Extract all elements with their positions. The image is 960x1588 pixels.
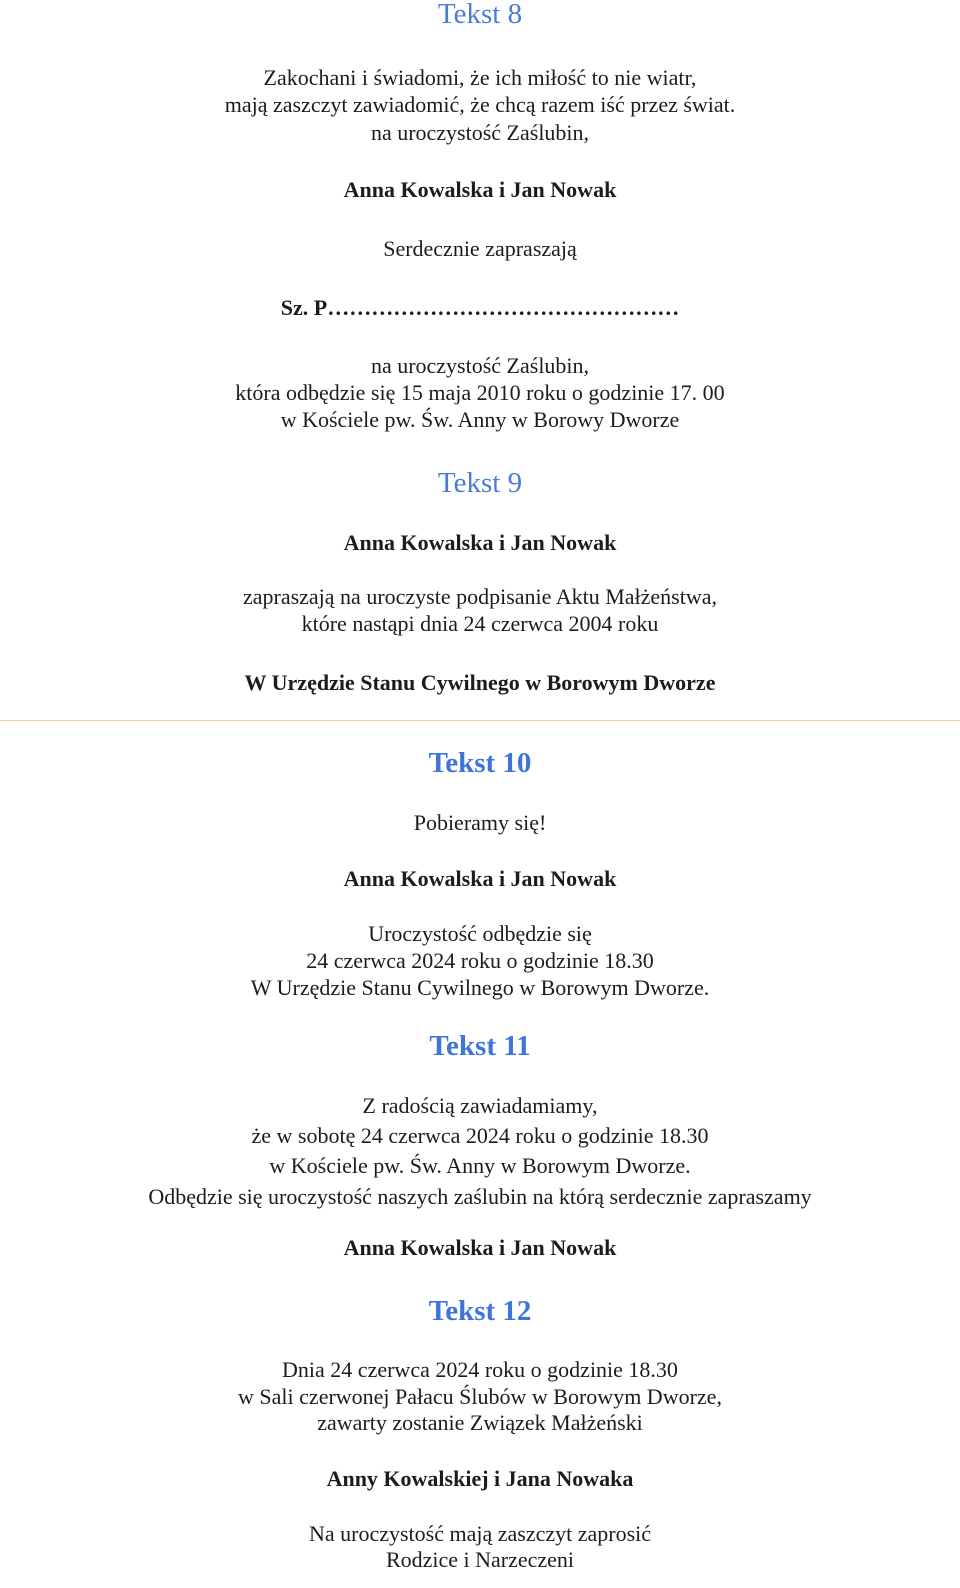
t10-line-2: Uroczystość odbędzie się	[368, 921, 592, 946]
t11-line-4: Odbędzie się uroczystość naszych zaślubin na którą serdecznie zapraszamy	[148, 1184, 812, 1209]
t10-line-1: Pobieramy się!	[413, 810, 547, 835]
t8-couple-names: Anna Kowalska i Jan Nowak	[343, 177, 617, 202]
section-divider	[0, 720, 960, 721]
t9-couple-names: Anna Kowalska i Jan Nowak	[343, 530, 617, 555]
t12-line-3: zawarty zostanie Związek Małżeński	[317, 1410, 643, 1435]
t10-line-3: 24 czerwca 2024 roku o godzinie 18.30	[306, 948, 654, 973]
t11-line-1: Z radością zawiadamiamy,	[362, 1093, 598, 1118]
t10-couple-names: Anna Kowalska i Jan Nowak	[343, 866, 617, 891]
t12-line-4: Na uroczystość mają zaszczyt zaprosić	[308, 1521, 652, 1546]
t8-line-3: na uroczystość Zaślubin,	[370, 120, 590, 145]
t8-line-6: w Kościele pw. Św. Anny w Borowy Dworze	[280, 407, 680, 432]
heading-tekst-9: Tekst 9	[437, 467, 523, 499]
t8-line-2: mają zaszczyt zawiadomić, że chcą razem iść przez świat.	[224, 92, 736, 117]
heading-tekst-10: Tekst 10	[428, 747, 532, 779]
t8-line-5: która odbędzie się 15 maja 2010 roku o godzinie 17. 00	[235, 380, 725, 405]
t12-line-2: w Sali czerwonej Pałacu Ślubów w Borowym Dworze,	[238, 1384, 722, 1409]
heading-tekst-8: Tekst 8	[437, 0, 523, 30]
t12-line-5: Rodzice i Narzeczeni	[385, 1547, 575, 1572]
t11-line-3: w Kościele pw. Św. Anny w Borowym Dworze.	[269, 1153, 691, 1178]
t8-invite: Serdecznie zapraszają	[383, 236, 577, 261]
heading-tekst-12: Tekst 12	[428, 1295, 532, 1327]
t8-guest-placeholder: Sz. P…………………………………………	[280, 295, 680, 320]
t10-line-4: W Urzędzie Stanu Cywilnego w Borowym Dworze.	[250, 975, 710, 1000]
t9-line-1: zapraszają na uroczyste podpisanie Aktu Małżeństwa,	[242, 584, 718, 609]
t12-line-1: Dnia 24 czerwca 2024 roku o godzinie 18.30	[282, 1357, 678, 1382]
t11-line-2: że w sobotę 24 czerwca 2024 roku o godzinie 18.30	[251, 1123, 709, 1148]
t9-line-2: które nastąpi dnia 24 czerwca 2004 roku	[301, 611, 659, 636]
t8-line-4: na uroczystość Zaślubin,	[370, 353, 590, 378]
t9-place: W Urzędzie Stanu Cywilnego w Borowym Dworze	[244, 670, 716, 695]
t11-couple-names: Anna Kowalska i Jan Nowak	[343, 1235, 617, 1260]
t8-line-1: Zakochani i świadomi, że ich miłość to nie wiatr,	[263, 65, 697, 90]
t12-couple-names: Anny Kowalskiej i Jana Nowaka	[326, 1466, 634, 1491]
heading-tekst-11: Tekst 11	[429, 1030, 531, 1062]
